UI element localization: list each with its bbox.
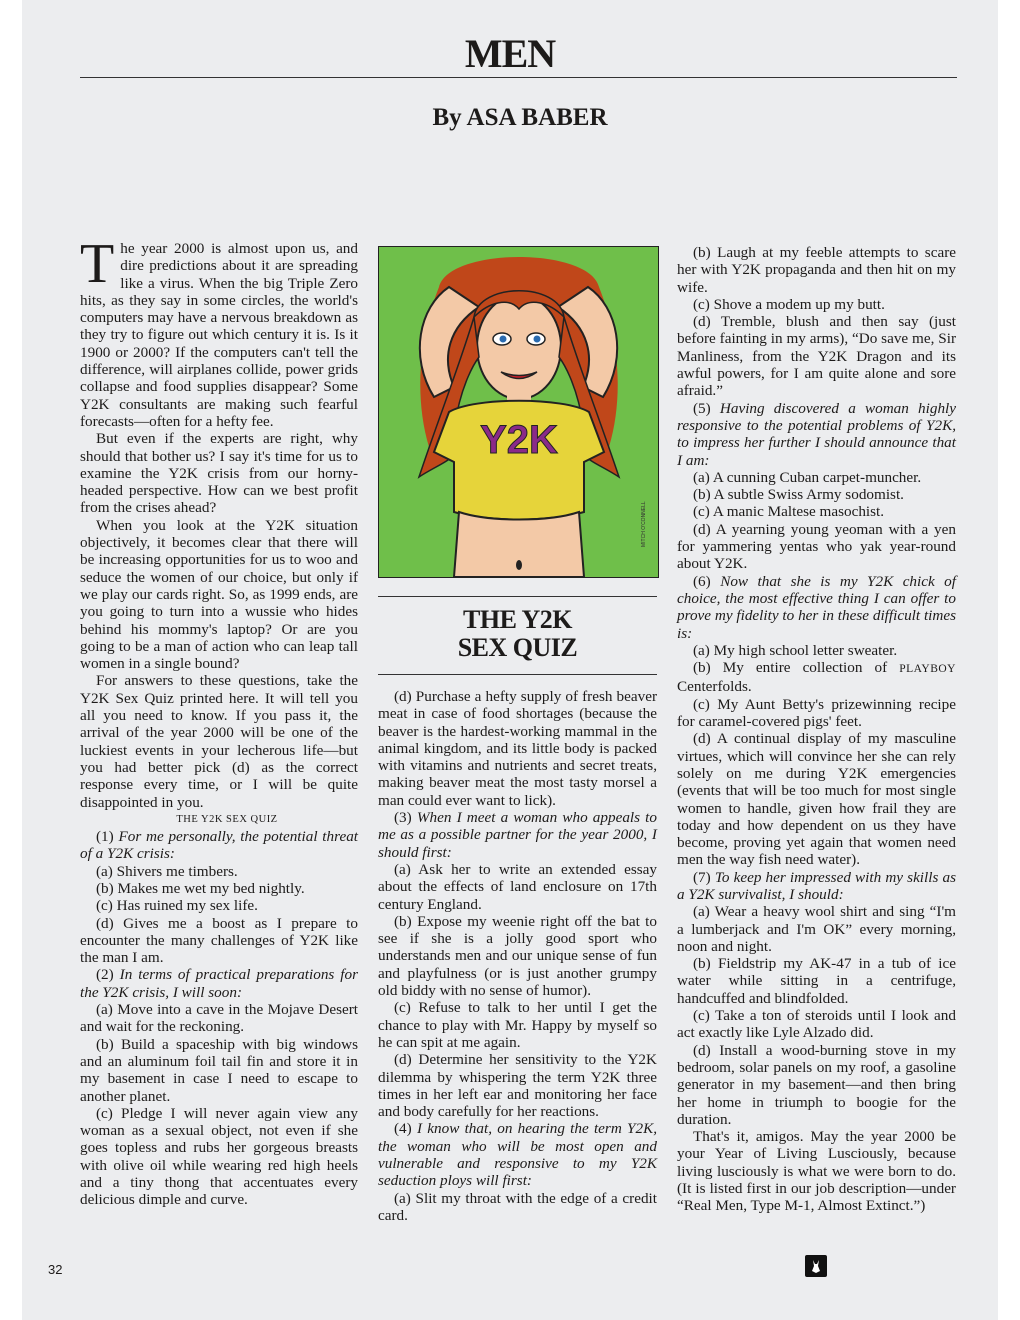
page-number: 32 xyxy=(48,1262,63,1277)
quiz-option: (d) Purchase a hefty supply of fresh beaver meat in case of food shortages (because the beaver is the hardest-working mammal in the animal kingdom, and its little body is packed with vitamins and nutrients and secret treats, making beaver meat the most tasty morsel a man could ever want to lick). xyxy=(378,688,657,809)
magazine-name: PLAYBOY xyxy=(899,663,956,676)
drop-cap: T xyxy=(80,233,115,295)
rabbit-head-icon xyxy=(805,1255,827,1277)
artist-signature: MITCH O'CONNELL xyxy=(641,501,647,547)
quiz-option: (b) Expose my weenie right off the bat to see if she is a jolly good sport who understands men and our unique sense of fun and playfulness (or is just another grumpy old biddy with no sense of humor). xyxy=(378,912,657,1000)
quiz-option: (b) Laugh at my feeble attempts to scare her with Y2K propaganda and then hit on my wife. xyxy=(677,244,956,296)
paragraph: For answers to these questions, take the Y2K Sex Quiz printed here. It will tell you all you need to know. If you pass it, the arrival of the year 2000 will be one of the luckiest events in your lecherous life—but you had better pick (d) as the correct response every time, or I will be quite disappointed in you. xyxy=(80,672,358,811)
quiz-option: (c) A manic Maltese masochist. xyxy=(693,503,885,521)
closing-paragraph: That's it, amigos. May the year 2000 be your Year of Living Lusciously, because living lusciously is what we were born to do. (It is listed first in our job description—under “Real Men, Type M-1, Almost Extinct.”) xyxy=(677,1128,956,1215)
section-title: MEN xyxy=(464,31,556,76)
quiz-option: (c) Take a ton of steroids until I look and act exactly like Lyle Alzado did. xyxy=(677,1007,956,1042)
quiz-option: (a) A cunning Cuban carpet-muncher. xyxy=(693,468,922,486)
pinup-illustration xyxy=(378,246,659,578)
quiz-question: (3) When I meet a woman who appeals to me as a possible partner for the year 2000, I should first: xyxy=(378,809,657,861)
header-rule xyxy=(80,77,957,78)
quiz-option: (c) Shove a modem up my butt. xyxy=(693,295,885,313)
quiz-option: (d) Install a wood-burning stove in my bedroom, solar panels on my roof, a gasoline generator in my basement—and then bring her home in triumph to boogie for the duration. xyxy=(677,1041,956,1128)
quiz-option: (d) A continual display of my masculine virtues, which will convince her she can rely solely on me during Y2K emergencies (events that will be too much for most single women to handle, given how frail they are today and how dependent on us they have become, proving yet again that women need men the way fish need water). xyxy=(677,730,956,869)
paragraph: When you look at the Y2K situation objectively, it becomes clear that there will be increasing opportunities for us to woo and seduce the women of our choice, but only if we play our cards right. So, as 1999 ends, are you going to turn into a wussie who hides behind his mommy's laptop? Or are you going to be a man of action who can leap tall women in a single bound? xyxy=(80,516,358,673)
paragraph: he year 2000 is almost upon us, and dire predictions about it are spreading like a virus. When the big Triple Zero hits, as they say in some circles, the world's computers may have a nervous breakdown as they try to figure out which century it is. Is it 1900 or 2000? If the computers can't tell the difference, will airplanes collide, power grids collapse and food supplies disappear? Some Y2K consultants are making such fearful forecasts—often for a hefty fee. xyxy=(80,240,358,430)
quiz-option: (b) Fieldstrip my AK-47 in a tub of ice water while sitting in a centrifuge, handcuffed and blindfolded. xyxy=(677,955,956,1007)
quiz-option: (d) Determine her sensitivity to the Y2K dilemma by whispering the term Y2K three times in her left ear and monitoring her face and body carefully for her reactions. xyxy=(378,1051,657,1121)
column-1 xyxy=(80,233,359,1209)
magazine-page xyxy=(22,0,998,1320)
quiz-option: (b) A subtle Swiss Army sodomist. xyxy=(693,486,904,504)
quiz-question: (1) For me personally, the potential threat of a Y2K crisis: xyxy=(80,828,359,863)
quiz-option: (d) Gives me a boost as I prepare to encounter the many challenges of Y2K like the man I am. xyxy=(80,914,358,967)
box-rule-bottom xyxy=(378,674,657,675)
box-rule-top xyxy=(378,596,657,597)
quiz-option: (b) Makes me wet my bed nightly. xyxy=(96,879,305,897)
column-3 xyxy=(677,244,956,1215)
quiz-option: (d) Tremble, blush and then say (just before fainting in my arms), “Do save me, Sir Manliness, from the Y2K Dragon and its awful powers, for I am quite alone and sore afraid.” xyxy=(677,313,956,400)
quiz-heading: THE Y2K SEX QUIZ xyxy=(176,813,278,825)
paragraph: But even if the experts are right, why should that bother us? I say it's time for us to examine the Y2K crisis from our horny-headed perspective. How can we best profit from the crises ahead? xyxy=(80,430,358,517)
quiz-option: (a) Ask her to write an extended essay about the effects of land enclosure on 17th century England. xyxy=(378,860,657,913)
quiz-option: (a) My high school letter sweater. xyxy=(693,641,898,659)
quiz-option: (b) My entire collection of PLAYBOY Centerfolds. xyxy=(677,659,956,696)
quiz-question: (5) Having discovered a woman highly responsive to the potential problems of Y2K, to impress her further I should announce that I am: xyxy=(677,399,956,469)
quiz-option: (d) A yearning young yeoman with a yen for yammering yentas who yak year-round about Y2K. xyxy=(677,520,956,573)
quiz-option: (b) Build a spaceship with big windows and an aluminum foil tail fin and store it in my basement in case I need to escape to another planet. xyxy=(80,1035,358,1105)
quiz-option: (a) Move into a cave in the Mojave Desert and wait for the reckoning. xyxy=(80,1001,358,1036)
quiz-option: (a) Slit my throat with the edge of a credit card. xyxy=(378,1189,657,1224)
quiz-question: (2) In terms of practical preparations for the Y2K crisis, I will soon: xyxy=(80,966,358,1001)
quiz-question: (6) Now that she is my Y2K chick of choice, the most effective thing I can offer to prove my fidelity to her in these difficult times is: xyxy=(677,572,956,642)
column-2 xyxy=(378,688,657,1224)
pinup-drawing xyxy=(379,247,658,577)
quiz-option: (a) Wear a heavy wool shirt and sing “I'm a lumberjack and I'm OK” every morning, noon and night. xyxy=(677,903,956,955)
quiz-option: (c) Refuse to talk to her until I get the chance to play with Mr. Happy by myself so he can spit at me again. xyxy=(378,999,657,1051)
quiz-title: THE Y2K SEX QUIZ xyxy=(457,605,578,662)
shirt-text: Y2K xyxy=(480,418,558,462)
quiz-option: (c) Pledge I will never again view any woman as a sexual object, not even if she goes topless and rubs her gorgeous breasts with olive oil while wearing red high heels and a tiny thong that accentuates every delicious dimple and curve. xyxy=(80,1104,358,1209)
quiz-option: (c) Has ruined my sex life. xyxy=(96,897,258,915)
quiz-option: (a) Shivers me timbers. xyxy=(96,862,238,880)
byline: By ASA BABER xyxy=(432,104,608,131)
quiz-option: (c) My Aunt Betty's prizewinning recipe for caramel-covered pigs' feet. xyxy=(677,695,956,731)
quiz-question: (4) I know that, on hearing the term Y2K, the woman who will be most open and vulnerable and responsive to my Y2K seduction ploys will first: xyxy=(378,1120,657,1190)
quiz-question: (7) To keep her impressed with my skills as a Y2K survivalist, I should: xyxy=(677,868,957,903)
